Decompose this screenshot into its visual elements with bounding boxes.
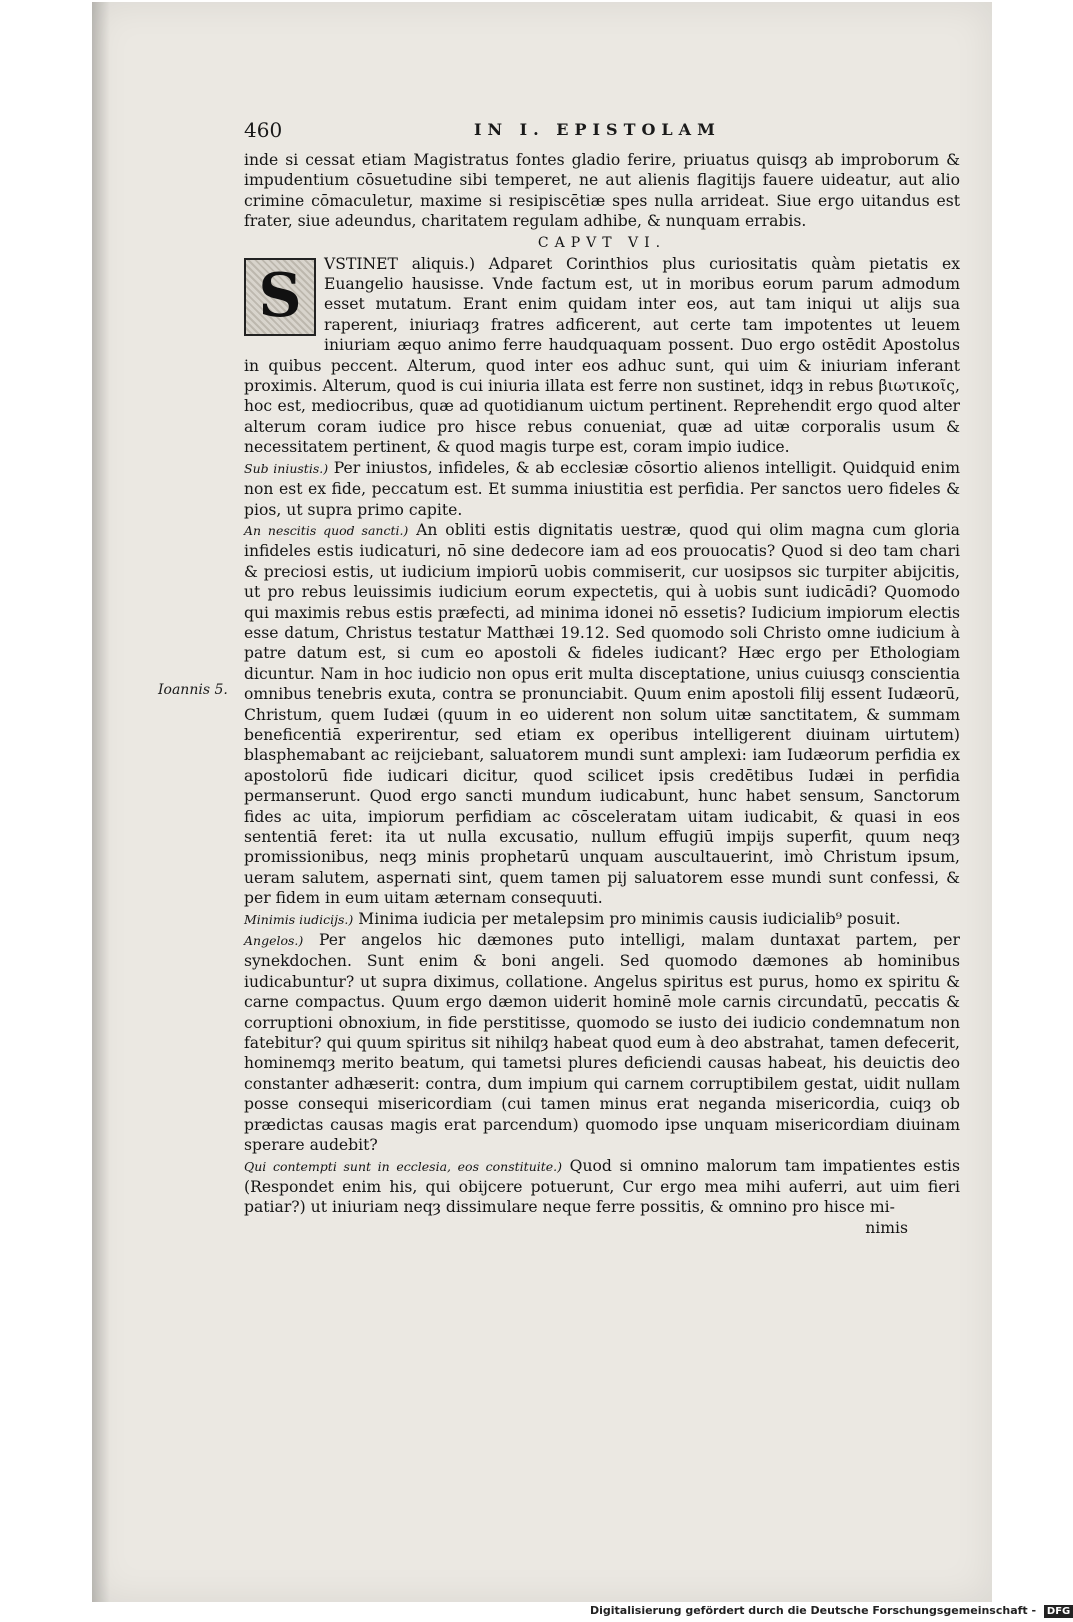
paragraph-text: Per angelos hic dæmones puto intelligi, malam duntaxat partem, per synekdochen. Sunt enim & boni angeli. Sed quomodo dæmones ab hominibus iudicabuntur? ut supra diximus, collatione. Angelus spiritus est purus, homo ex spiritu & carne compactus. Quum ergo dæmon uiderit hominē mole carnis circundatū, peccatis & corruptioni obnoxium, in fide perstitisse, quomodo se iusto dei iudicio condemnatum non fatebitur? qui quum spiritus sit nihilqȝ habeat quod eum à deo abstrahat, tamen defecerit, hominemqȝ merito beatum, qui tametsi plures deficiendi causas habeat, his deuictis deo constanter adhæserit: contra, dum impium qui carnem corruptibilem gestat, uidit nullam posse consequi misericordiam (cui tamen minus erat neganda misericordia, cuiqȝ ob prædictas causas magis erat parcendum) quomodo ipse unquam misericordiam diuinam sperare audebit? bbox=[244, 931, 960, 1155]
paragraph-text: Quod si omnino malorum tam impatientes estis (Respondet enim his, qui obijcere potuerunt, Cur ergo mea mihi auferri, aut uim fieri patiar?) ut iniuriam neqȝ dissimulare neque ferre possitis, & omnino pro hisce mi- bbox=[244, 1156, 960, 1217]
lemma: Qui contempti sunt in ecclesia, eos constituite.) bbox=[244, 1158, 563, 1174]
page-edge-shadow bbox=[92, 2, 110, 1602]
paragraph bbox=[244, 520, 960, 909]
paragraph bbox=[244, 150, 960, 232]
paragraph bbox=[244, 930, 960, 1155]
paragraph-text: Per iniustos, infideles, & ab ecclesiæ cōsortio alienos intelligit. Quidquid enim non est ex fide, peccatum est. Et summa iniustitia est perfidia. Per sanctos uero fideles & pios, ut supra primo capite. bbox=[244, 458, 961, 519]
drop-initial: S bbox=[244, 258, 316, 336]
lemma: Angelos.) bbox=[244, 933, 304, 949]
footer-credit bbox=[590, 1604, 1071, 1620]
paragraph-text: An obliti estis dignitatis uestræ, quod qui olim magna cum gloria infideles estis iudicaturi, nō sine dedecore iam ad eos prouocatis? Quod si deo tam chari & preciosi estis, ut iudicium impiorū uobis commiserit, cur uosipsos sic turpiter abijcitis, ut pro rebus leuissimis iudicium eorum expectetis, qui à uobis sunt iudicādi? Quomodo qui maximis rebus estis præfecti, ad minima idonei nō essetis? Iudicium impiorum electis esse datum, Christus testatur Matthæi 19.12. Sed quomodo soli Christo omne iudicium à patre datum est, si cum eo apostoli & fideles iudicant? Hæc ergo per Ethologiam dicuntur. Nam in hoc iudicio non opus erit multa disceptatione, unius cuiusqȝ conscientia omnibus tenebris exuta, contra se pronunciabit. Quum enim apostoli filij essent Iudæorū, Christum, quem Iudæi (quum in eo uiderent non solum uitæ sanctitatem, & summam beneficentiā experirentur, sed etiam ex operibus intelligerent diuinam uirtutem) blasphemabant ac reijciebant, saluatorem mundi sunt amplexi: iam Iudæorum perfidia ex apostolorū fide iudicari dicitur, quod scilicet ipsis credētibus Iudæi in perfidia permanserunt. Quod ergo sancti mundum iudicabunt, hunc habet sensum, Sanctorum fides ac uita, impiorum perfidiam ac cōsceleratam uitam iudicabit, & quasi in eos sententiā feret: ita ut nulla excusatio, nullum effugiū impijs superfit, quum neqȝ promissionibus, neqȝ minis prophetarū unquam auscultauerint, imò Christum ipsum, ueram salutem, aspernati sint, quem tamen pij saluatorem esse mundi sunt confessi, & per fidem in eum uitam æternam consequuti. bbox=[244, 520, 960, 908]
running-head: IN I. EPISTOLAM bbox=[474, 120, 721, 139]
paragraph bbox=[244, 458, 960, 520]
paragraph-text: Minima iudicia per metalepsim pro minimis causis iudicialib⁹ posuit. bbox=[358, 909, 901, 928]
lemma: An nescitis quod sancti.) bbox=[244, 522, 409, 538]
dfg-logo: DFG bbox=[1044, 1605, 1073, 1618]
paragraph bbox=[244, 909, 960, 930]
margin-note: Ioannis 5. bbox=[158, 682, 228, 698]
catchword: nimis bbox=[865, 1218, 908, 1237]
paragraph bbox=[244, 254, 960, 458]
lemma: Minimis iudicijs.) bbox=[244, 911, 354, 927]
footer-text: Digitalisierung gefördert durch die Deutsche Forschungsgemeinschaft - bbox=[590, 1604, 1037, 1617]
lemma: Sub iniustis.) bbox=[244, 460, 329, 476]
chapter-heading: CAPVT VI. bbox=[537, 234, 667, 251]
text-block bbox=[244, 150, 960, 1238]
page-header bbox=[244, 118, 754, 146]
paragraph-text: inde si cessat etiam Magistratus fontes gladio ferire, priuatus quisqȝ ab improborum & impudentium cōsuetudine sibi temperet, ne aut alienis flagitijs fauere uideatur, aut alio crimine cōmaculetur, maxime si resipiscētiæ spes nulla arrideat. Siue ergo uitandus est frater, siue adeundus, charitatem regulam adhibe, & nunquam errabis. bbox=[244, 151, 960, 231]
paragraph bbox=[244, 1156, 960, 1218]
page-number: 460 bbox=[244, 118, 283, 142]
paragraph-text: VSTINET aliquis.) Adparet Corinthios plus curiositatis quàm pietatis ex Euangelio hausisse. Vnde factum est, ut in moribus eorum parum admodum esset mutatum. Erant enim quidam inter eos, aut tam iniqui ut alijs sua raperent, iniuriaqȝ fratres adficerent, aut certe tam impotentes ut leuem iniuriam æquo animo ferre haudquaquam possent. Duo ergo ostēdit Apostolus in quibus peccent. Alterum, quod inter eos adhuc sunt, qui uim & iniuriam inferant proximis. Alterum, quod is cui iniuria illata est ferre non sustinet, idqȝ in rebus βιωτικοῖς, hoc est, mediocribus, quæ ad quotidianum uictum pertinent. Reprehendit ergo quod alter alterum coram iudice pro hisce rebus conueniat, quæ ad uitæ corporalis usum & necessitatem pertinent, & quod magis turpe est, coram impio iudice. bbox=[244, 254, 960, 457]
